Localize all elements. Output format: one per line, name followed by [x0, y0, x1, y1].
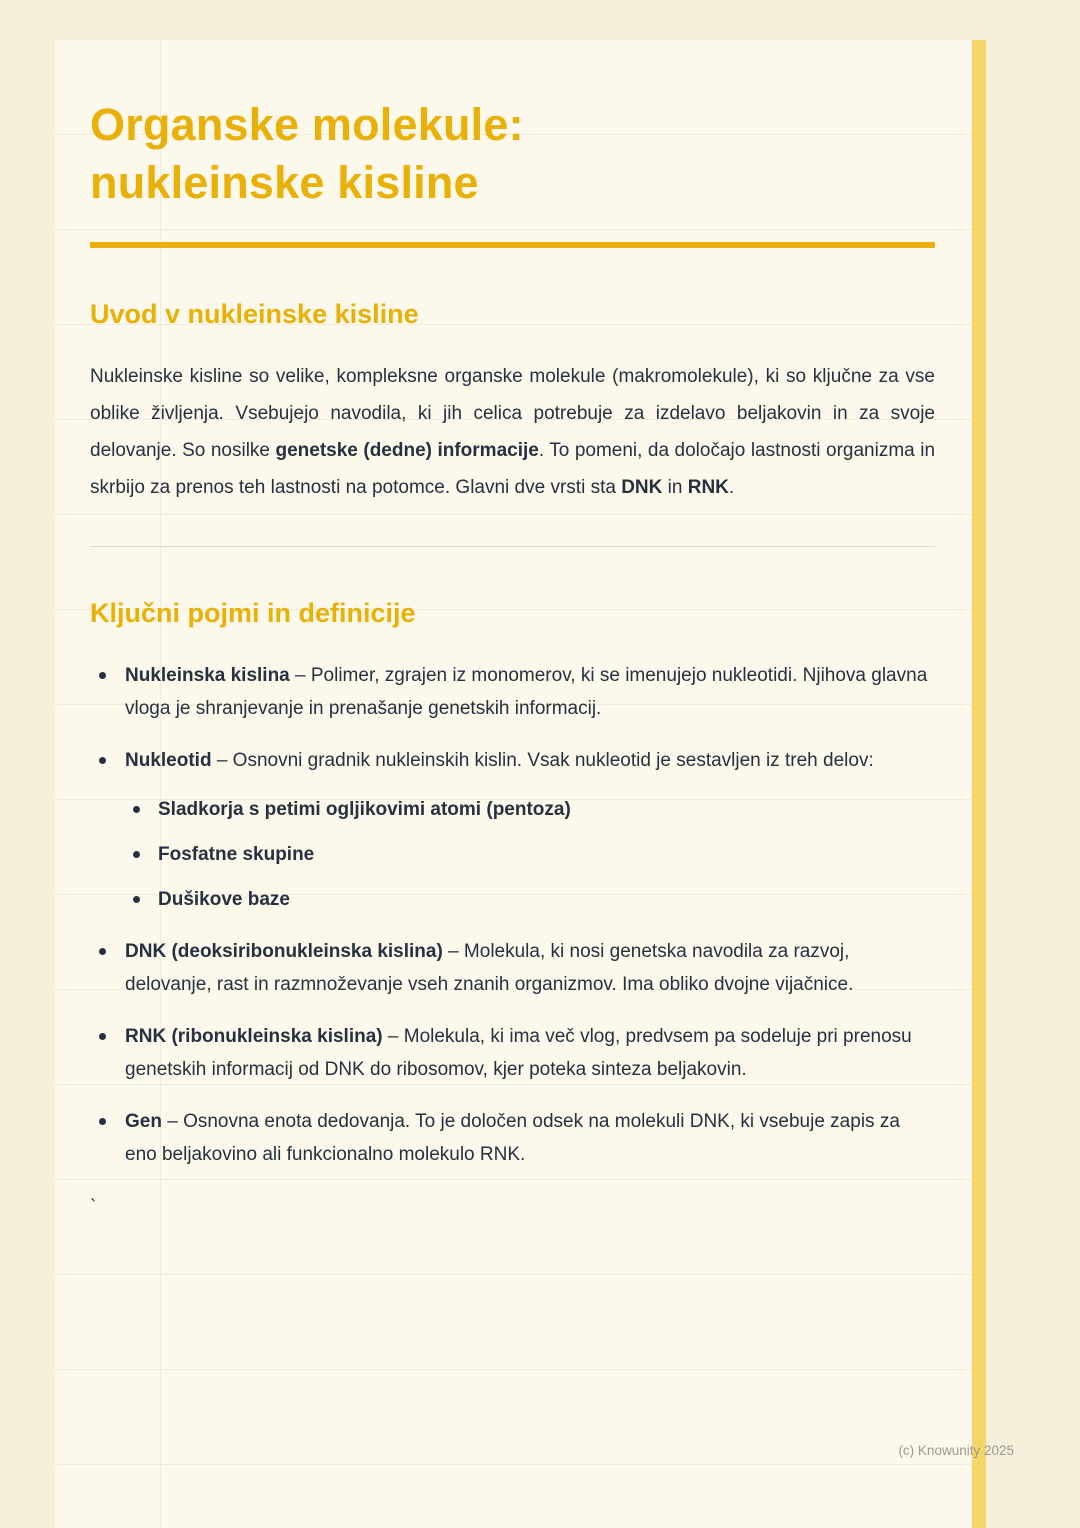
list-item-text: Nukleotid – Osnovni gradnik nukleinskih kislin. Vsak nukleotid je sestavljen iz treh delov: [125, 750, 874, 771]
list-item-text: Nukleinska kislina – Polimer, zgrajen iz monomerov, ki se imenujejo nukleotidi. Njihova glavna vloga je shranjevanje in prenašanje genetskih informacij. [125, 665, 928, 719]
list-item-text: Gen – Osnovna enota dedovanja. To je določen odsek na molekuli DNK, ki vsebuje zapis za eno beljakovino ali funkcionalno molekulo RNK. [125, 1111, 900, 1165]
sub-list-item-dusikove-baze [125, 883, 935, 916]
document-content [90, 0, 935, 1219]
sub-list-item-pentoza [125, 793, 935, 826]
sub-list-item-text: Fosfatne skupine [158, 844, 315, 865]
section-key-terms [90, 597, 935, 1171]
title-divider-rule [90, 242, 935, 248]
section-intro [90, 298, 935, 506]
list-item-nukleinska-kislina [90, 659, 935, 725]
sub-list-item-text: Sladkorja s petimi ogljikovimi atomi (pentoza) [158, 799, 571, 820]
sub-list-item-fosfatne-skupine [125, 838, 935, 871]
list-item-gen [90, 1105, 935, 1171]
document-title [90, 96, 935, 212]
intro-paragraph: Nukleinske kisline so velike, kompleksne organske molekule (makromolekule), ki so ključne za vse oblike življenja. Vsebujejo navodila, ki jih celica potrebuje za izdelavo beljakovin in za svoje delovanje. So nosilke genetske (dedne) informacije. To pomeni, da določajo lastnosti organizma in skrbijo za prenos teh lastnosti na potomce. Glavni dve vrsti sta DNK in RNK. [90, 366, 936, 498]
footer-credit: (c) Knowunity 2025 [898, 1443, 1014, 1458]
document-title-line-2: nukleinske kisline [90, 157, 479, 208]
section-heading-intro: Uvod v nukleinske kisline [90, 299, 419, 329]
section-heading-key-terms: Ključni pojmi in definicije [90, 598, 416, 628]
sub-list-item-text: Dušikove baze [158, 889, 290, 910]
list-item-dnk [90, 935, 935, 1001]
stray-backtick-character: ` [90, 1197, 97, 1218]
document-title-line-1: Organske molekule: [90, 99, 524, 150]
section-divider [90, 546, 935, 547]
list-item-text: DNK (deoksiribonukleinska kislina) – Molekula, ki nosi genetska navodila za razvoj, delovanje, rast in razmnoževanje vseh znanih organizmov. Ima obliko dvojne vijačnice. [125, 941, 854, 995]
nukleotid-sub-list [125, 793, 935, 916]
list-item-nukleotid [90, 744, 935, 916]
definitions-list [90, 659, 935, 1171]
list-item-rnk [90, 1020, 935, 1086]
right-accent-stripe [972, 40, 986, 1528]
list-item-text: RNK (ribonukleinska kislina) – Molekula, ki ima več vlog, predvsem pa sodeluje pri prenosu genetskih informacij od DNK do ribosomov, kjer poteka sinteza beljakovin. [125, 1026, 912, 1080]
